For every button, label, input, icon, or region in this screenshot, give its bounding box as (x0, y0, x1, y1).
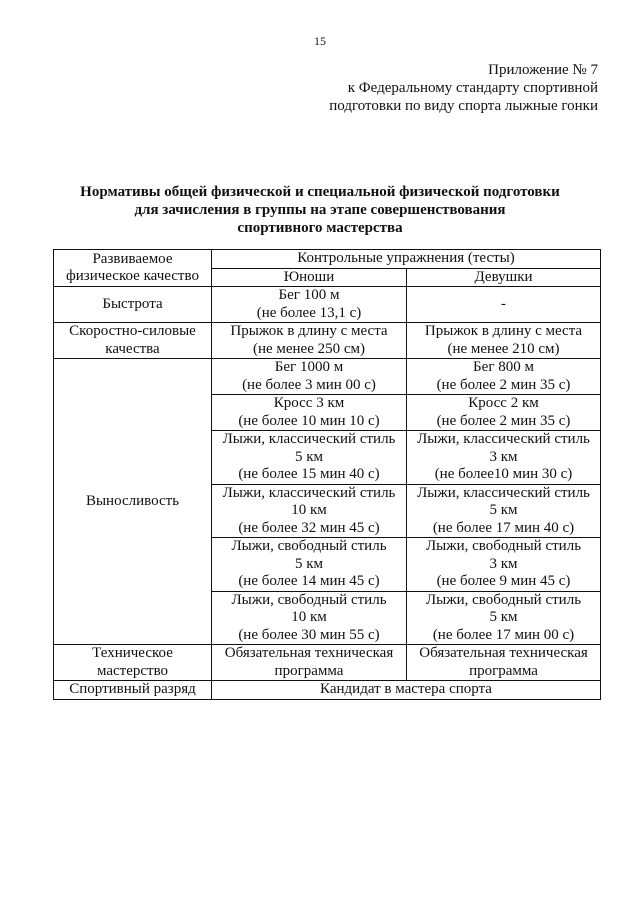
cell-line: Лыжи, классический стиль (417, 431, 590, 447)
cell-line: Лыжи, свободный стиль (425, 591, 582, 608)
cell-line: мастерство (96, 662, 169, 679)
cell-line: Бег 1000 м (274, 359, 344, 375)
table-row (54, 323, 601, 359)
cell-line: 10 км (291, 609, 327, 625)
cell-line: Бег 100 м (278, 287, 340, 303)
page-number: 15 (314, 34, 326, 48)
quality-cell (54, 323, 212, 359)
cell-line: (не более 30 мин 55 с) (238, 626, 380, 643)
girls-cell (407, 538, 601, 592)
boys-cell (212, 591, 407, 645)
cell-line: программа (274, 662, 344, 679)
cell-line: Техническое (92, 645, 173, 661)
boys-cell (212, 287, 407, 323)
cell-line: 5 км (489, 609, 518, 625)
appendix-line: Приложение № 7 (488, 62, 598, 78)
cell-line: 3 км (489, 555, 518, 572)
cell-line: 5 км (294, 555, 324, 572)
cell-line: Обязательная техническая (224, 645, 394, 661)
boys-cell (212, 538, 407, 592)
girls-cell (407, 484, 601, 538)
boys-cell (212, 645, 407, 681)
cell-line: (не более 14 мин 45 с) (238, 573, 380, 589)
header-quality-text: физическое качество (66, 268, 199, 284)
norms-table (53, 249, 601, 700)
cell-line: Лыжи, свободный стиль (231, 591, 387, 608)
cell-line: Лыжи, свободный стиль (425, 538, 582, 554)
appendix-header (329, 61, 598, 115)
boys-cell (212, 323, 407, 359)
cell-line: 3 км (489, 448, 518, 465)
cell-line: качества (105, 340, 160, 357)
cell-line: (не более10 мин 30 с) (434, 466, 573, 482)
quality-cell: Быстрота (54, 287, 212, 323)
girls-cell (407, 359, 601, 395)
cell-line: (не более 17 мин 00 с) (432, 626, 575, 643)
rank-value-cell: Кандидат в мастера спорта (212, 681, 601, 700)
table-row (54, 681, 601, 700)
cell-line: (не менее 210 см) (447, 340, 560, 357)
cell-line: (не более 10 мин 10 с) (238, 412, 380, 429)
cell-line: (не более 32 мин 45 с) (238, 519, 380, 536)
cell-line: (не менее 250 см) (252, 340, 366, 357)
cell-line: Прыжок в длину с места (424, 323, 583, 339)
cell-line: (не более 3 мин 00 с) (242, 376, 376, 393)
cell-line: Лыжи, свободный стиль (231, 538, 387, 554)
cell-line: Кросс 2 км (468, 395, 539, 411)
cell-line: Лыжи, классический стиль (417, 484, 590, 501)
girls-cell: - (407, 287, 601, 323)
cell-line: 10 км (291, 502, 327, 518)
cell-line: Лыжи, классический стиль (222, 431, 396, 447)
cell-line: 5 км (489, 502, 518, 518)
quality-cell (54, 645, 212, 681)
title-line: спортивного мастерства (237, 220, 403, 236)
girls-cell (407, 323, 601, 359)
title-line: Нормативы общей физической и специальной физической подготовки (80, 184, 560, 200)
header-boys-cell: Юноши (212, 268, 407, 287)
title-line: для зачисления в группы на этапе совершенствования (134, 202, 506, 218)
girls-cell (407, 395, 601, 431)
header-quality-cell (54, 250, 212, 287)
girls-cell (407, 591, 601, 645)
appendix-line: к Федеральному стандарту спортивной (347, 80, 598, 96)
cell-line: Прыжок в длину с места (230, 323, 388, 339)
cell-line: (не более 2 мин 35 с) (436, 376, 571, 393)
boys-cell (212, 431, 407, 485)
cell-line: Скоростно-силовые (69, 323, 196, 339)
cell-line: (не более 9 мин 45 с) (436, 573, 571, 589)
table-row (54, 287, 601, 323)
table-row (54, 359, 601, 395)
cell-line: (не более 17 мин 40 с) (432, 519, 575, 536)
girls-cell (407, 431, 601, 485)
boys-cell (212, 484, 407, 538)
cell-line: Обязательная техническая (419, 645, 588, 661)
boys-cell (212, 359, 407, 395)
cell-line: Бег 800 м (473, 359, 534, 375)
appendix-line: подготовки по виду спорта лыжные гонки (329, 98, 598, 114)
document-title (0, 183, 640, 237)
cell-line: 5 км (294, 448, 324, 465)
quality-cell: Спортивный разряд (54, 681, 212, 700)
header-tests-cell: Контрольные упражнения (тесты) (212, 250, 601, 269)
cell-line: (не более 13,1 с) (256, 304, 362, 321)
cell-line: (не более 15 мин 40 с) (238, 466, 380, 482)
girls-cell (407, 645, 601, 681)
table-row (54, 645, 601, 681)
table-header-row (54, 250, 601, 269)
boys-cell (212, 395, 407, 431)
header-girls-cell: Девушки (407, 268, 601, 287)
cell-line: Лыжи, классический стиль (222, 484, 396, 501)
header-quality-text: Развиваемое (92, 250, 173, 267)
cell-line: программа (469, 662, 538, 679)
cell-line: Кросс 3 км (273, 395, 345, 411)
cell-line: (не более 2 мин 35 с) (436, 412, 571, 429)
quality-cell-endurance: Выносливость (54, 359, 212, 645)
